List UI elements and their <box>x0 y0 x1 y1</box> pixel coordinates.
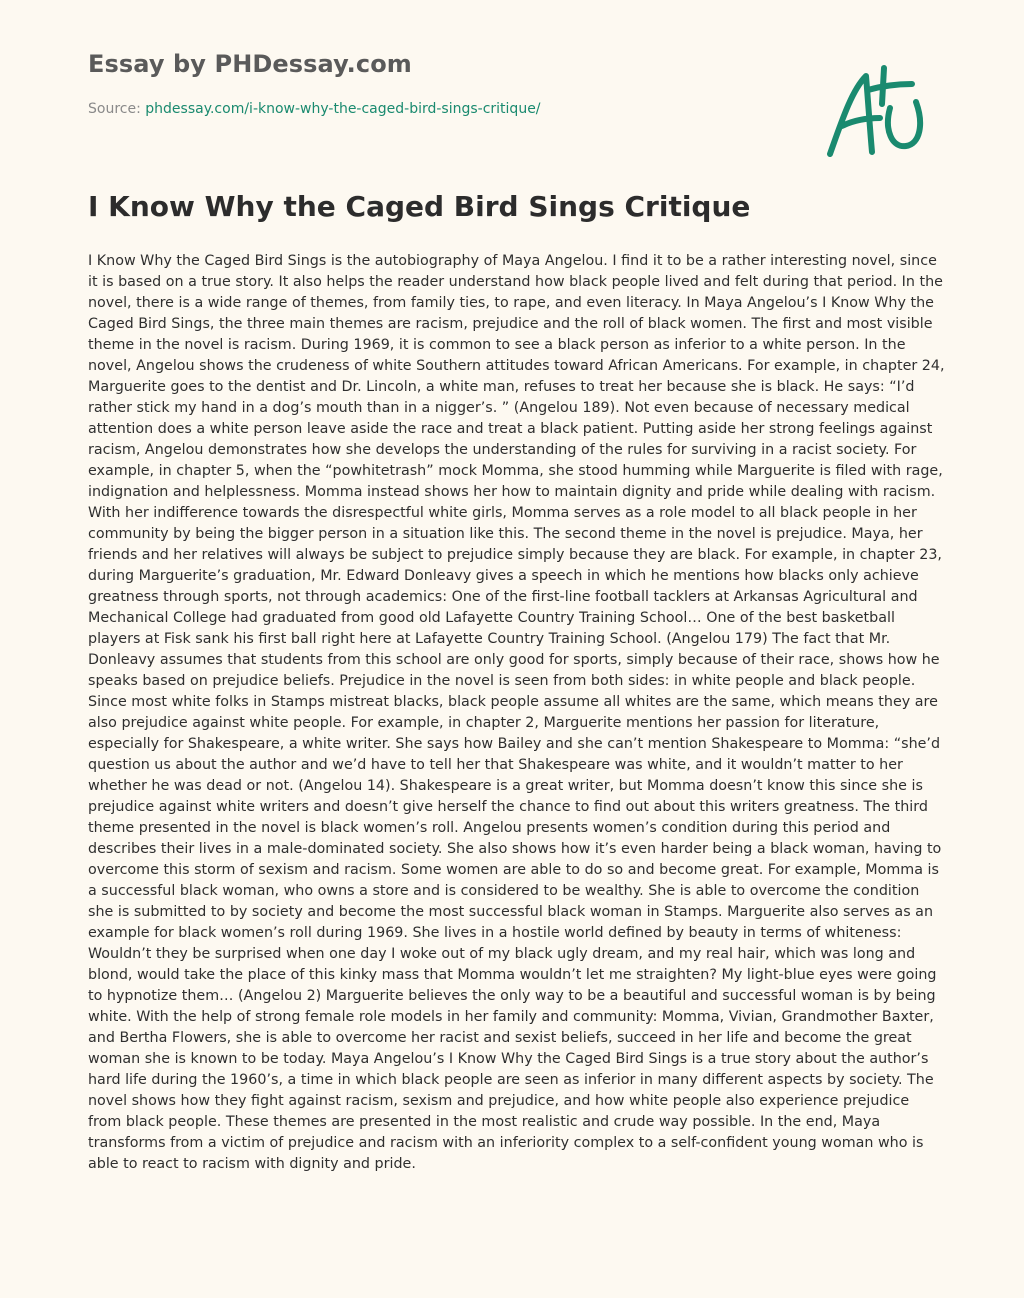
source-link[interactable]: phdessay.com/i-know-why-the-caged-bird-sings-critique/ <box>145 101 541 117</box>
a-plus-logo-icon <box>820 60 940 170</box>
source-label: Source: <box>88 101 146 117</box>
essay-body: I Know Why the Caged Bird Sings is the autobiography of Maya Angelou. I find it to be a rather interesting novel, since it is based on a true story. It also helps the reader understand how black people lived and felt during that period. In the novel, there is a wide range of themes, from family ties, to rape, and even literacy. In Maya Angelou’s I Know Why the Caged Bird Sings, the three main themes are racism, prejudice and the roll of black women. The first and most visible theme in the novel is racism. During 1969, it is common to see a black person as inferior to a white person. In the novel, Angelou shows the crudeness of white Southern attitudes toward African Americans. For example, in chapter 24, Marguerite goes to the dentist and Dr. Lincoln, a white man, refuses to treat her because she is black. He says: “I’d rather stick my hand in a dog’s mouth than in a nigger’s. ” (Angelou 189). Not even because of necessary medical attention does a white person leave aside the race and treat a black patient. Putting aside her strong feelings against racism, Angelou demonstrates how she develops the understanding of the rules for surviving in a racist society. For example, in chapter 5, when the “powhitetrash” mock Momma, she stood humming while Marguerite is filed with rage, indignation and helplessness. Momma instead shows her how to maintain dignity and pride while dealing with racism. With her indifference towards the disrespectful white girls, Momma serves as a role model to all black people in her community by being the bigger person in a situation like this. The second theme in the novel is prejudice. Maya, her friends and her relatives will always be subject to prejudice simply because they are black. For example, in chapter 23, during Marguerite’s graduation, Mr. Edward Donleavy gives a speech in which he mentions how blacks only achieve greatness through sports, not through academics: One of the first-line football tacklers at Arkansas Agricultural and Mechanical College had graduated from good old Lafayette Country Training School… One of the best basketball players at Fisk sank his first ball right here at Lafayette Country Training School. (Angelou 179) The fact that Mr. Donleavy assumes that students from this school are only good for sports, simply because of their race, shows how he speaks based on prejudice beliefs. Prejudice in the novel is seen from both sides: in white people and black people. Since most white folks in Stamps mistreat blacks, black people assume all whites are the same, which means they are also prejudice against white people. For example, in chapter 2, Marguerite mentions her passion for literature, especially for Shakespeare, a white writer. She says how Bailey and she can’t mention Shakespeare to Momma: “she’d question us about the author and we’d have to tell her that Shakespeare was white, and it wouldn’t matter to her whether he was dead or not. (Angelou 14). Shakespeare is a great writer, but Momma doesn’t know this since she is prejudice against white writers and doesn’t give herself the chance to find out about this writers greatness. The third theme presented in the novel is black women’s roll. Angelou presents women’s condition during this period and describes their lives in a male-dominated society. She also shows how it’s even harder being a black woman, having to overcome this storm of sexism and racism. Some women are able to do so and become great. For example, Momma is a successful black woman, who owns a store and is considered to be wealthy. She is able to overcome the condition she is submitted to by society and become the most successful black woman in Stamps. Marguerite also serves as an example for black women’s roll during 1969. She lives in a hostile world defined by beauty in terms of whiteness: Wouldn’t they be surprised when one day I woke out of my black ugly dream, and my real hair, which was long and blond, would take the place of this kinky mass that Momma wouldn’t let me straighten? My light-blue eyes were going to hypnotize them… (Angelou 2) Marguerite believes the only way to be a beautiful and successful woman is by being white. With the help of strong female role models in her family and community: Momma, Vivian, Grandmother Baxter, and Bertha Flowers, she is able to overcome her racist and sexist beliefs, succeed in her life and become the great woman she is known to be today. Maya Angelou’s I Know Why the Caged Bird Sings is a true story about the author’s hard life during the 1960’s, a time in which black people are seen as inferior in many different aspects by society. The novel shows how they fight against racism, sexism and prejudice, and how white people also experience prejudice from black people. These themes are presented in the most realistic and crude way possible. In the end, Maya transforms from a victim of prejudice and racism with an inferiority complex to a self-confident young woman who is able to react to racism with dignity and pride. <box>88 253 945 1172</box>
source-line <box>88 101 541 117</box>
essay-title: I Know Why the Caged Bird Sings Critique <box>88 190 751 223</box>
site-title: Essay by PHDessay.com <box>88 50 412 78</box>
